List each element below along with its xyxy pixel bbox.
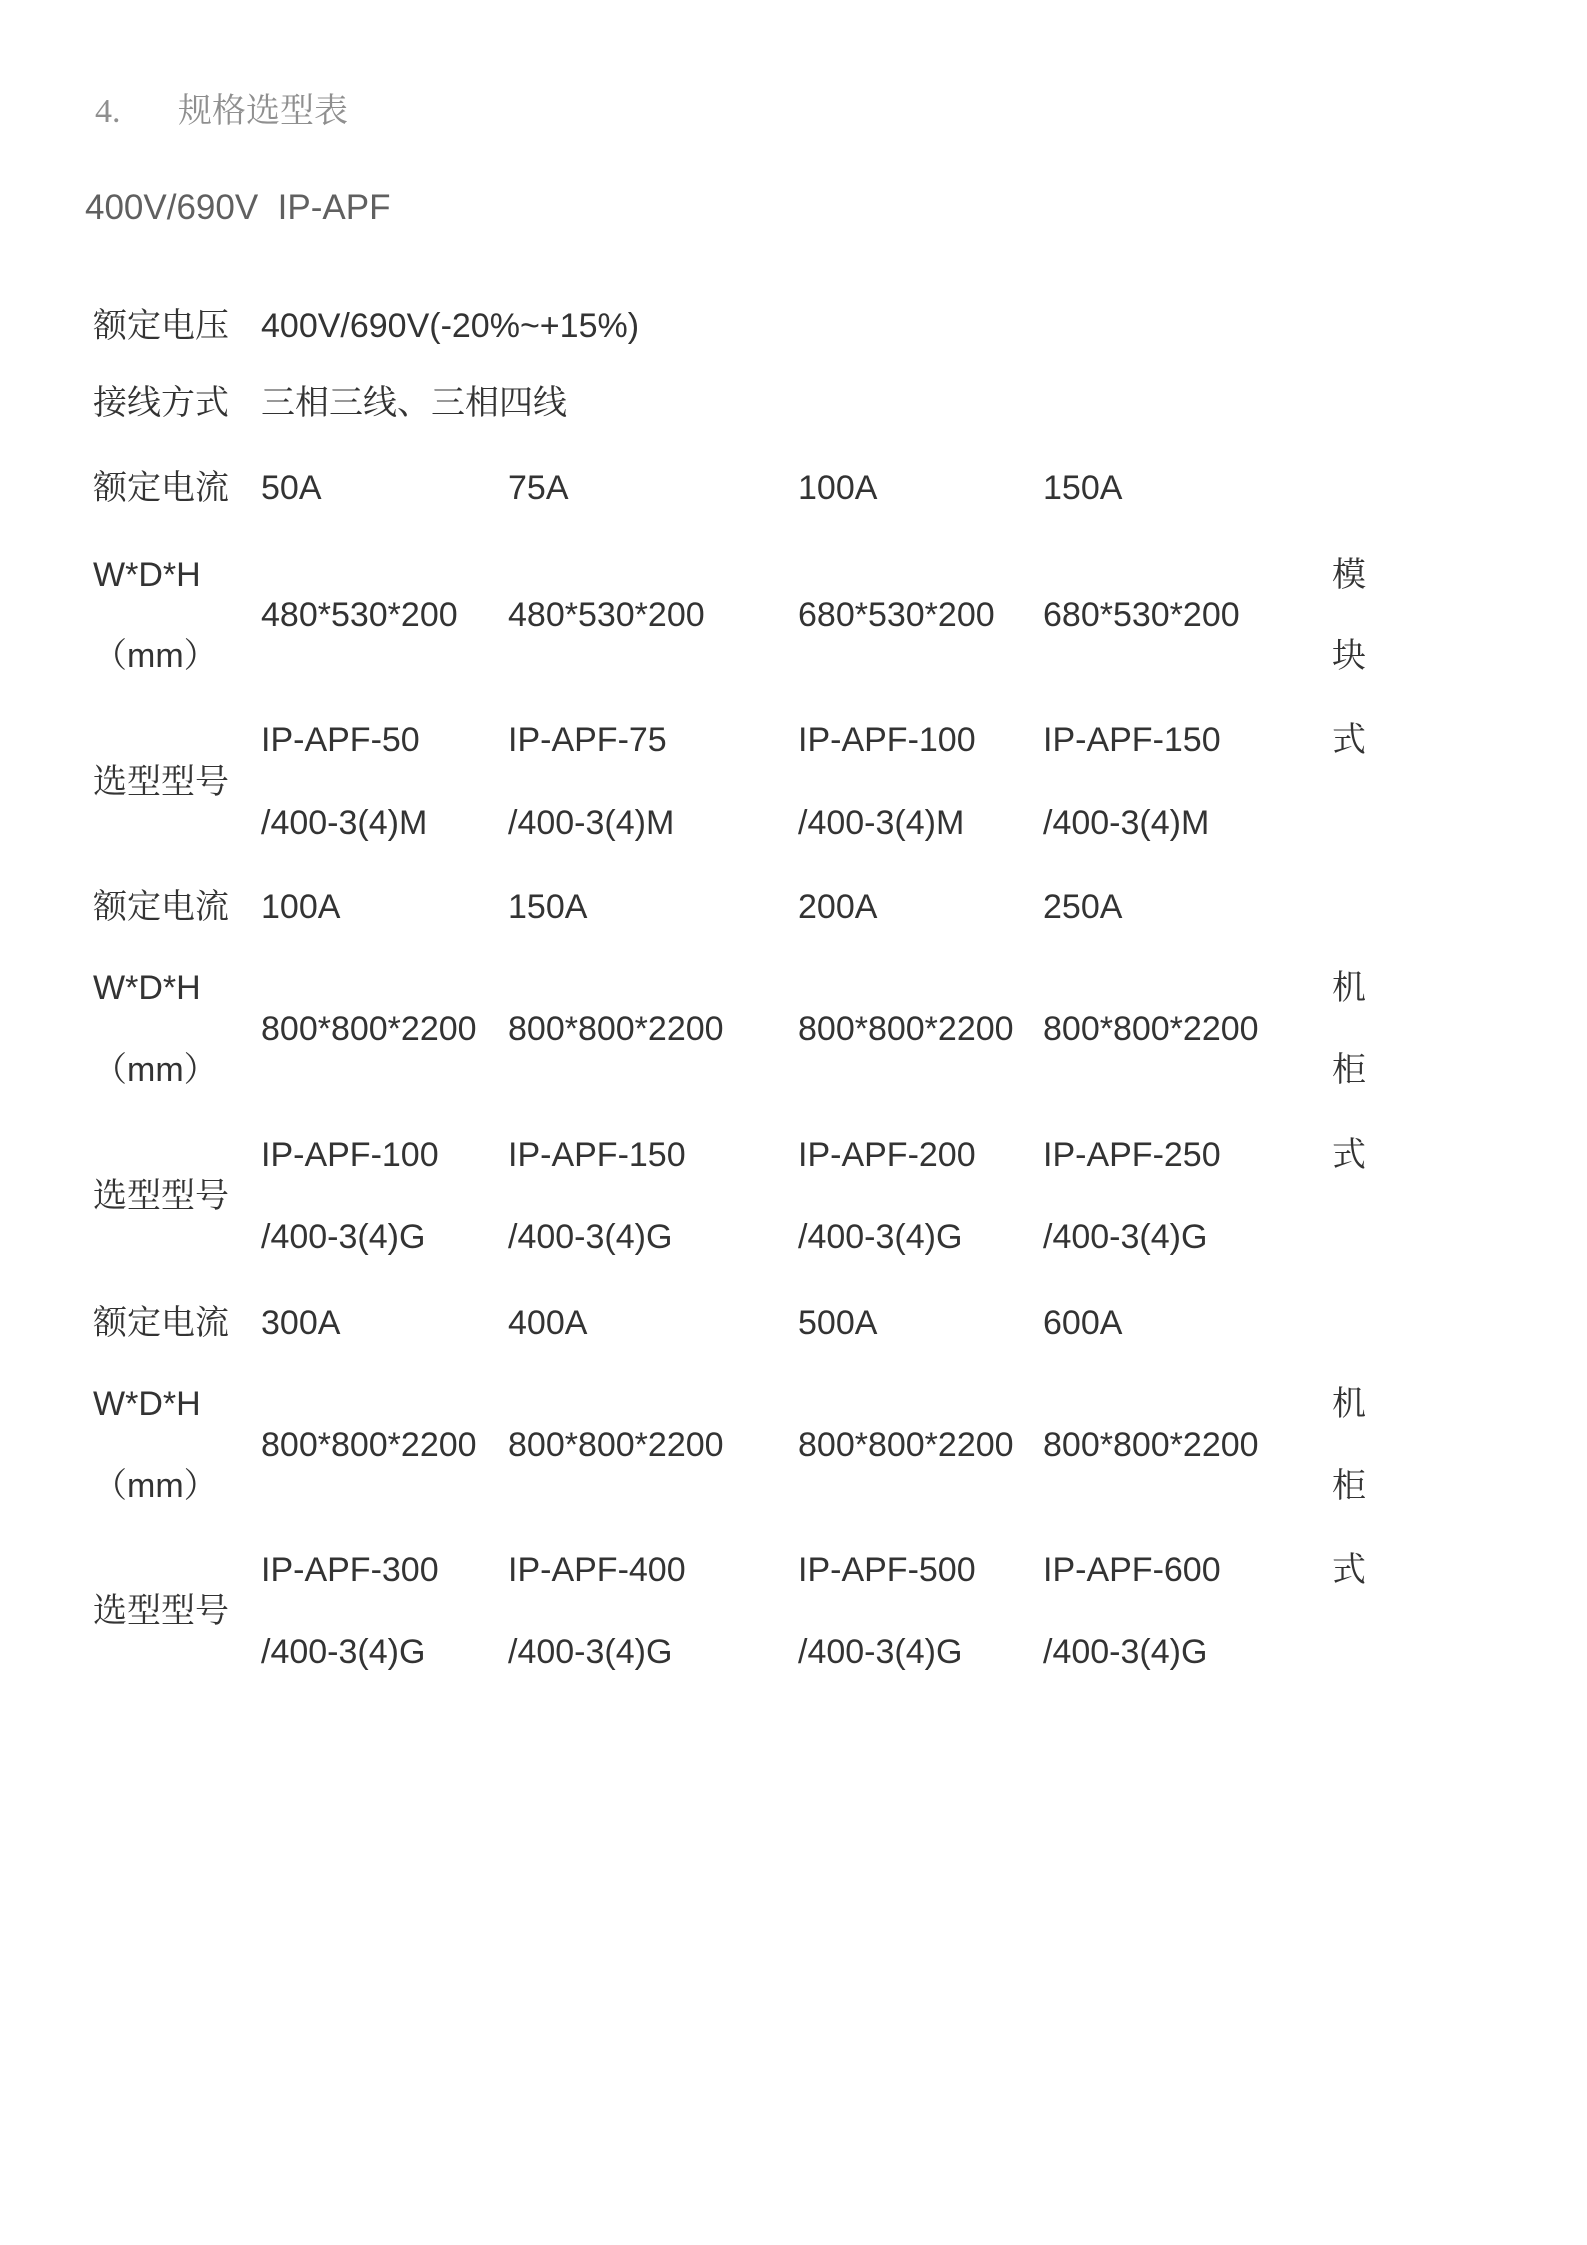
model-value-line2: /400-3(4)M	[1043, 804, 1210, 842]
dimension-value: 680*530*200	[798, 596, 995, 634]
dimension-value: 800*800*2200	[508, 1426, 724, 1464]
current-value: 300A	[261, 1304, 341, 1342]
model-value-line2: /400-3(4)G	[261, 1633, 426, 1671]
current-value: 50A	[261, 469, 322, 507]
model-value-line2: /400-3(4)M	[508, 804, 675, 842]
model-value-line2: /400-3(4)M	[261, 804, 428, 842]
model-value-line1: IP-APF-200	[798, 1136, 976, 1174]
current-value: 250A	[1043, 888, 1123, 926]
model-value-line2: /400-3(4)G	[261, 1218, 426, 1256]
model-value-line1: IP-APF-50	[261, 721, 420, 759]
dimension-value: 800*800*2200	[261, 1010, 477, 1048]
model-value-line1: IP-APF-300	[261, 1551, 439, 1589]
current-value: 75A	[508, 469, 569, 507]
rated-voltage-label: 额定电压	[93, 307, 229, 345]
product-line-subtitle: 400V/690V IP-APF	[85, 188, 391, 227]
model-value-line2: /400-3(4)G	[1043, 1218, 1208, 1256]
dims-label-line2: （mm）	[93, 1467, 218, 1505]
model-label: 选型型号	[93, 763, 229, 801]
dimension-value: 480*530*200	[261, 596, 458, 634]
dims-label-line1: W*D*H	[93, 1385, 201, 1423]
model-value-line2: /400-3(4)G	[508, 1218, 673, 1256]
dims-label-line1: W*D*H	[93, 556, 201, 594]
model-value-line1: IP-APF-500	[798, 1551, 976, 1589]
model-label: 选型型号	[93, 1592, 229, 1630]
rated-current-label: 额定电流	[93, 888, 229, 926]
rated-voltage-value: 400V/690V(-20%~+15%)	[261, 307, 640, 345]
dims-label-line2: （mm）	[93, 1051, 218, 1089]
wiring-mode-value: 三相三线、三相四线	[261, 384, 567, 422]
model-value-line1: IP-APF-150	[508, 1136, 686, 1174]
model-value-line2: /400-3(4)M	[798, 804, 965, 842]
wiring-mode-label: 接线方式	[93, 384, 229, 422]
mount-type-char: 式	[1332, 721, 1366, 759]
dimension-value: 800*800*2200	[1043, 1010, 1259, 1048]
dimension-value: 800*800*2200	[261, 1426, 477, 1464]
current-value: 100A	[798, 469, 878, 507]
model-value-line1: IP-APF-400	[508, 1551, 686, 1589]
current-value: 150A	[508, 888, 588, 926]
current-value: 400A	[508, 1304, 588, 1342]
mount-type-char: 式	[1332, 1136, 1366, 1174]
section-number: 4.	[95, 93, 121, 130]
dimension-value: 800*800*2200	[1043, 1426, 1259, 1464]
current-value: 600A	[1043, 1304, 1123, 1342]
model-value-line1: IP-APF-600	[1043, 1551, 1221, 1589]
current-value: 150A	[1043, 469, 1123, 507]
model-value-line2: /400-3(4)G	[508, 1633, 673, 1671]
mount-type-char: 机	[1332, 969, 1366, 1007]
current-value: 100A	[261, 888, 341, 926]
model-value-line2: /400-3(4)G	[798, 1633, 963, 1671]
dimension-value: 680*530*200	[1043, 596, 1240, 634]
model-value-line2: /400-3(4)G	[798, 1218, 963, 1256]
model-label: 选型型号	[93, 1177, 229, 1215]
current-value: 500A	[798, 1304, 878, 1342]
dimension-value: 800*800*2200	[798, 1426, 1014, 1464]
model-value-line1: IP-APF-100	[798, 721, 976, 759]
rated-current-label: 额定电流	[93, 469, 229, 507]
rated-current-label: 额定电流	[93, 1304, 229, 1342]
dimension-value: 800*800*2200	[798, 1010, 1014, 1048]
model-value-line2: /400-3(4)G	[1043, 1633, 1208, 1671]
dims-label-line2: （mm）	[93, 637, 218, 675]
mount-type-char: 柜	[1332, 1467, 1366, 1505]
model-value-line1: IP-APF-75	[508, 721, 667, 759]
mount-type-char: 机	[1332, 1385, 1366, 1423]
model-value-line1: IP-APF-250	[1043, 1136, 1221, 1174]
dims-label-line1: W*D*H	[93, 969, 201, 1007]
mount-type-char: 柜	[1332, 1051, 1366, 1089]
dimension-value: 800*800*2200	[508, 1010, 724, 1048]
dimension-value: 480*530*200	[508, 596, 705, 634]
current-value: 200A	[798, 888, 878, 926]
model-value-line1: IP-APF-150	[1043, 721, 1221, 759]
mount-type-char: 块	[1332, 637, 1366, 675]
mount-type-char: 模	[1332, 556, 1366, 594]
section-title: 规格选型表	[178, 93, 348, 130]
model-value-line1: IP-APF-100	[261, 1136, 439, 1174]
mount-type-char: 式	[1332, 1551, 1366, 1589]
